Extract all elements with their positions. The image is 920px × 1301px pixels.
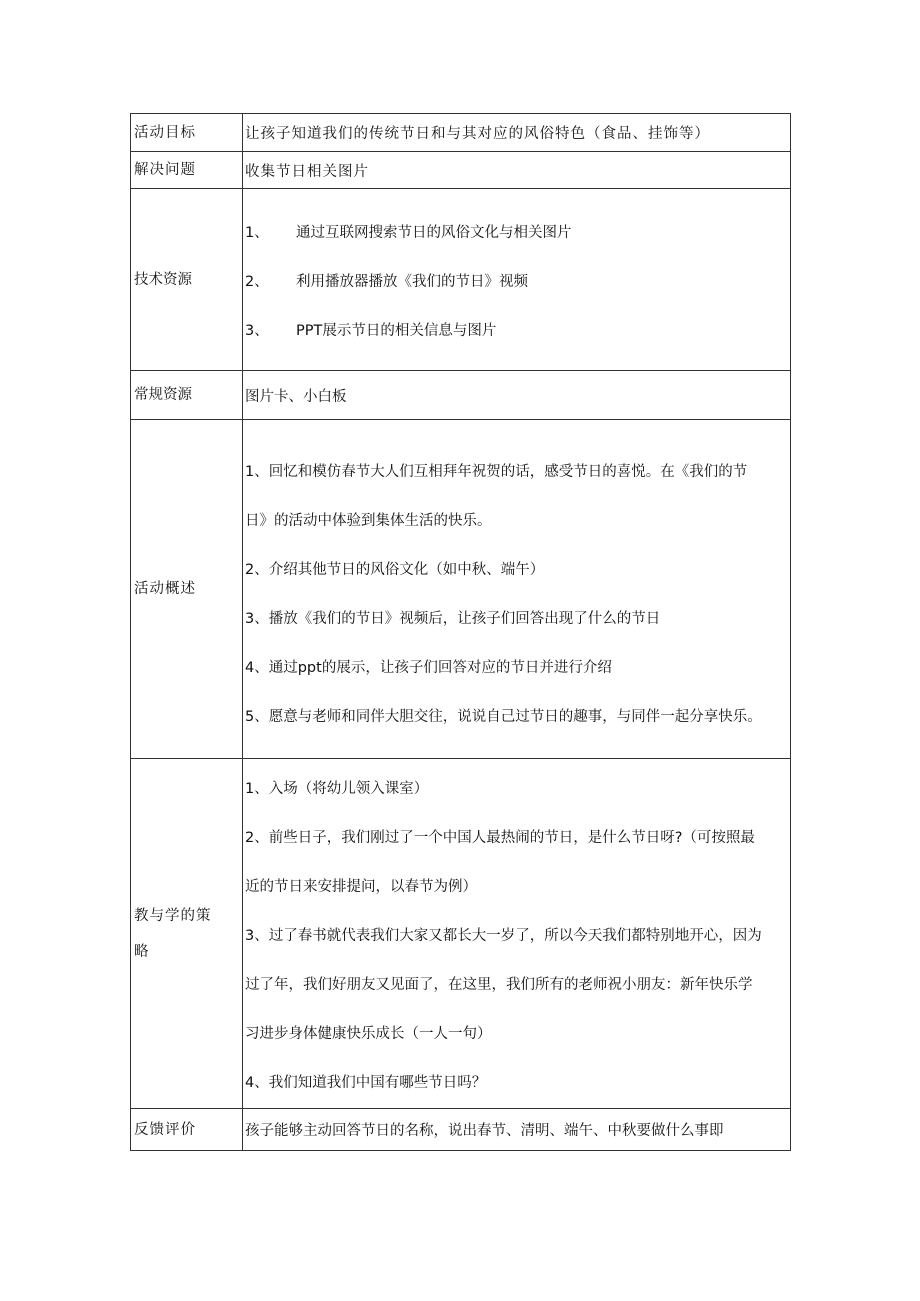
teaching-strategy-label-line2: 略 [134,943,150,960]
list-item-text: 利用播放器播放《我们的节日》视频 [296,274,528,290]
strategy-line: 2、前些日子，我们刚过了一个中国人最热闹的节日，是什么节日呀?（可按照最 [245,830,755,846]
overview-line: 1、回忆和模仿春节大人们互相拜年祝贺的话，感受节日的喜悦。在《我们的节 [245,464,748,480]
strategy-line: 过了年，我们好朋友又见面了，在这里，我们所有的老师祝小朋友：新年快乐学 [245,977,753,993]
problem-solving-content: 收集节日相关图片 [243,152,791,189]
teaching-strategy-content [243,759,791,1109]
list-item-text: 通过互联网搜索节日的风俗文化与相关图片 [296,225,572,241]
list-item-number: 2、 [245,274,269,290]
feedback-evaluation-label: 反馈评价 [131,1109,243,1151]
list-item [245,305,790,354]
teaching-strategy-label [131,759,243,1109]
strategy-line: 3、过了春书就代表我们大家又都长大一岁了，所以今天我们都特别地开心，因为 [245,928,762,944]
overview-line: 2、介绍其他节日的风俗文化（如中秋、端午） [245,562,545,578]
list-item-number: 1、 [245,225,269,241]
overview-line: 5、愿意与老师和同伴大胆交往，说说自己过节日的趣事，与同伴一起分享快乐。 [245,709,762,725]
regular-resources-label: 常规资源 [131,371,243,420]
problem-solving-label: 解决问题 [131,152,243,189]
list-item-text: PPT展示节日的相关信息与图片 [296,323,497,339]
overview-line: 日》的活动中体验到集体生活的快乐。 [245,513,492,529]
tech-resources-label: 技术资源 [131,189,243,371]
strategy-line: 4、我们知道我们中国有哪些节日吗？ [245,1075,487,1091]
row-regular-resources [131,371,791,420]
teaching-strategy-label-line1: 教与学的策 [134,907,212,924]
list-item [245,256,790,305]
tech-resources-content [243,189,791,371]
activity-overview-label: 活动概述 [131,420,243,759]
row-problem-solving [131,152,791,189]
strategy-line: 近的节日来安排提问，以春节为例） [245,879,477,895]
activity-overview-content [243,420,791,759]
feedback-evaluation-content: 孩子能够主动回答节日的名称，说出春节、清明、端午、中秋要做什么事即 [243,1109,791,1151]
lesson-plan-table [130,113,791,1151]
activity-overview-paragraphs [245,436,790,742]
activity-goal-content: 让孩子知道我们的传统节日和与其对应的风俗特色（食品、挂饰等） [243,114,791,152]
row-activity-goal [131,114,791,152]
overview-line: 4、通过ppt的展示，让孩子们回答对应的节日并进行介绍 [245,660,612,676]
tech-resources-list [245,205,790,354]
row-feedback-evaluation [131,1109,791,1151]
list-item [245,207,790,256]
regular-resources-content: 图片卡、小白板 [243,371,791,420]
overview-line: 3、播放《我们的节日》视频后，让孩子们回答出现了什么的节日 [245,611,661,627]
list-item-number: 3、 [245,323,269,339]
activity-goal-label: 活动目标 [131,114,243,152]
strategy-line: 1、入场（将幼儿领入课室） [245,781,429,797]
teaching-strategy-paragraphs [245,759,790,1108]
row-tech-resources [131,189,791,371]
row-activity-overview [131,420,791,759]
strategy-line: 习进步身体健康快乐成长（一人一句） [245,1026,492,1042]
row-teaching-strategy [131,759,791,1109]
